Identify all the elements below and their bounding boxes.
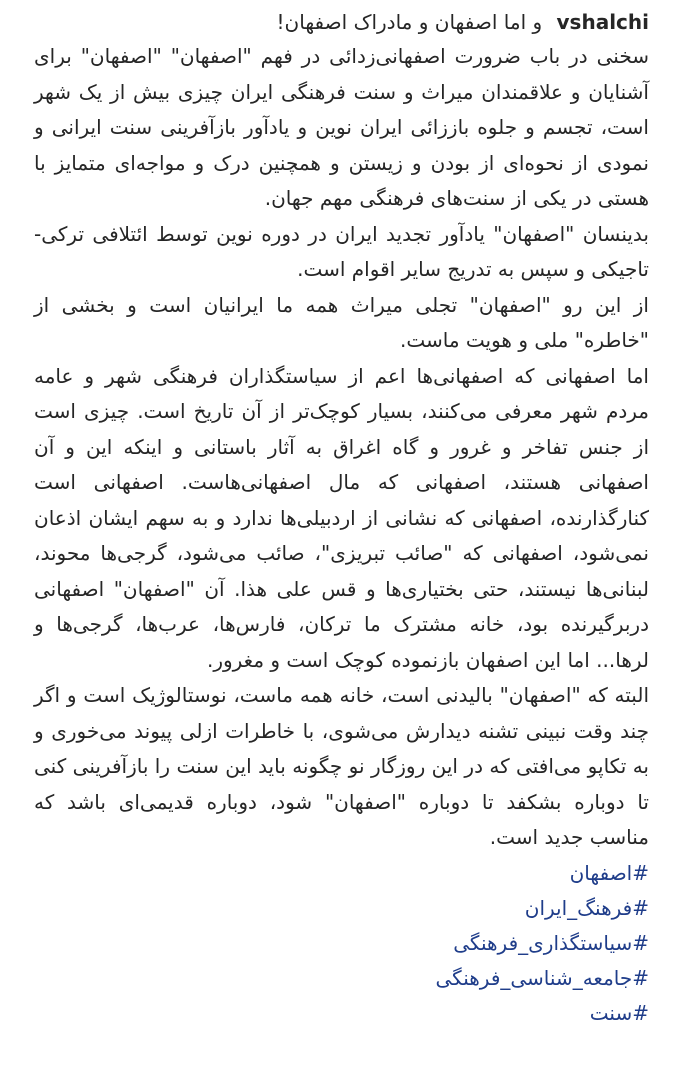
hashtag-link[interactable]: #جامعه_شناسی_فرهنگی	[435, 965, 649, 990]
hashtag-list	[34, 856, 649, 1031]
caption-paragraph-3: از این رو "اصفهان" تجلی میراث همه ما ایرانیان است و بخشی از "خاطره" ملی و هویت ماست.	[34, 292, 649, 352]
hashtag-link[interactable]: #سنت	[589, 1000, 649, 1025]
hashtag-link[interactable]: #سیاستگذاری_فرهنگی	[453, 930, 649, 955]
caption-paragraph-4: اما اصفهانی که اصفهانی‌ها اعم از سیاستگذاران فرهنگی شهر و عامه مردم شهر معرفی می‌کنند، بسیار کوچک‌تر از آن تاریخ است. چیزی است از جنس تفاخر و غرور و گاه اغراق به آثار باستانی و اینکه این و آن اصفهانی هستند، اصفهانی که مال اصفهانی‌هاست. اصفهانی است کنارگذارنده، اصفهانی که نشانی از اردبیلی‌ها ندارد و به سهم ایشان اذعان نمی‌شود، اصفهانی که "صائب تبریزی"، صائب می‌شود، گرجی‌ها محوند، لبنانی‌ها نیستند، حتی بختیاری‌ها و قس علی هذا. آن "اصفهان" اصفهانی دربرگیرنده بود، خانه مشترک ما ترکان، فارس‌ها، عرب‌ها، گرجی‌ها و لرها... اما این اصفهان بازنموده کوچک است و مغرور.	[34, 363, 649, 672]
username-link[interactable]: vshalchi	[556, 10, 649, 34]
caption-paragraph-5: البته که "اصفهان" بالیدنی است، خانه همه ماست، نوستالوژیک است و اگر چند وقت نبینی تشنه دیدارش می‌شوی، با خاطرات ازلی پیوند می‌خوری و به تکاپو می‌افتی که در این روزگار نو چگونه باید این سنت را بازآفرینی کنی تا دوباره بشکفد تا دوباره "اصفهان" شود، دوباره قدیمی‌ای باشد که مناسب جدید است.	[34, 683, 649, 849]
hashtag-link[interactable]: #فرهنگ_ایران	[524, 895, 649, 920]
caption-title: و اما اصفهان و مادراک اصفهان!	[276, 10, 543, 34]
caption-paragraph-1: سخنی در باب ضرورت اصفهانی‌زدائی در فهم "اصفهان" "اصفهان" برای آشنایان و علاقمندان میراث و سنت فرهنگی ایران چیزی بیش از یک شهر است، تجسم و جلوه باززائی ایران نوین و یادآور بازآفرینی سنت ایرانی و نمودی از نحوه‌ای از بودن و زیستن و همچنین درک و مواجه‌ای متمایز با هستی در یکی از سنت‌های فرهنگی مهم جهان.	[34, 44, 649, 210]
caption-paragraph-2: بدینسان "اصفهان" یادآور تجدید ایران در دوره نوین توسط ائتلافی ترکی-تاجیکی و سپس به تدریج سایر اقوام است.	[34, 221, 649, 281]
hashtag-link[interactable]: #اصفهان	[569, 860, 649, 885]
caption-header	[34, 6, 649, 39]
